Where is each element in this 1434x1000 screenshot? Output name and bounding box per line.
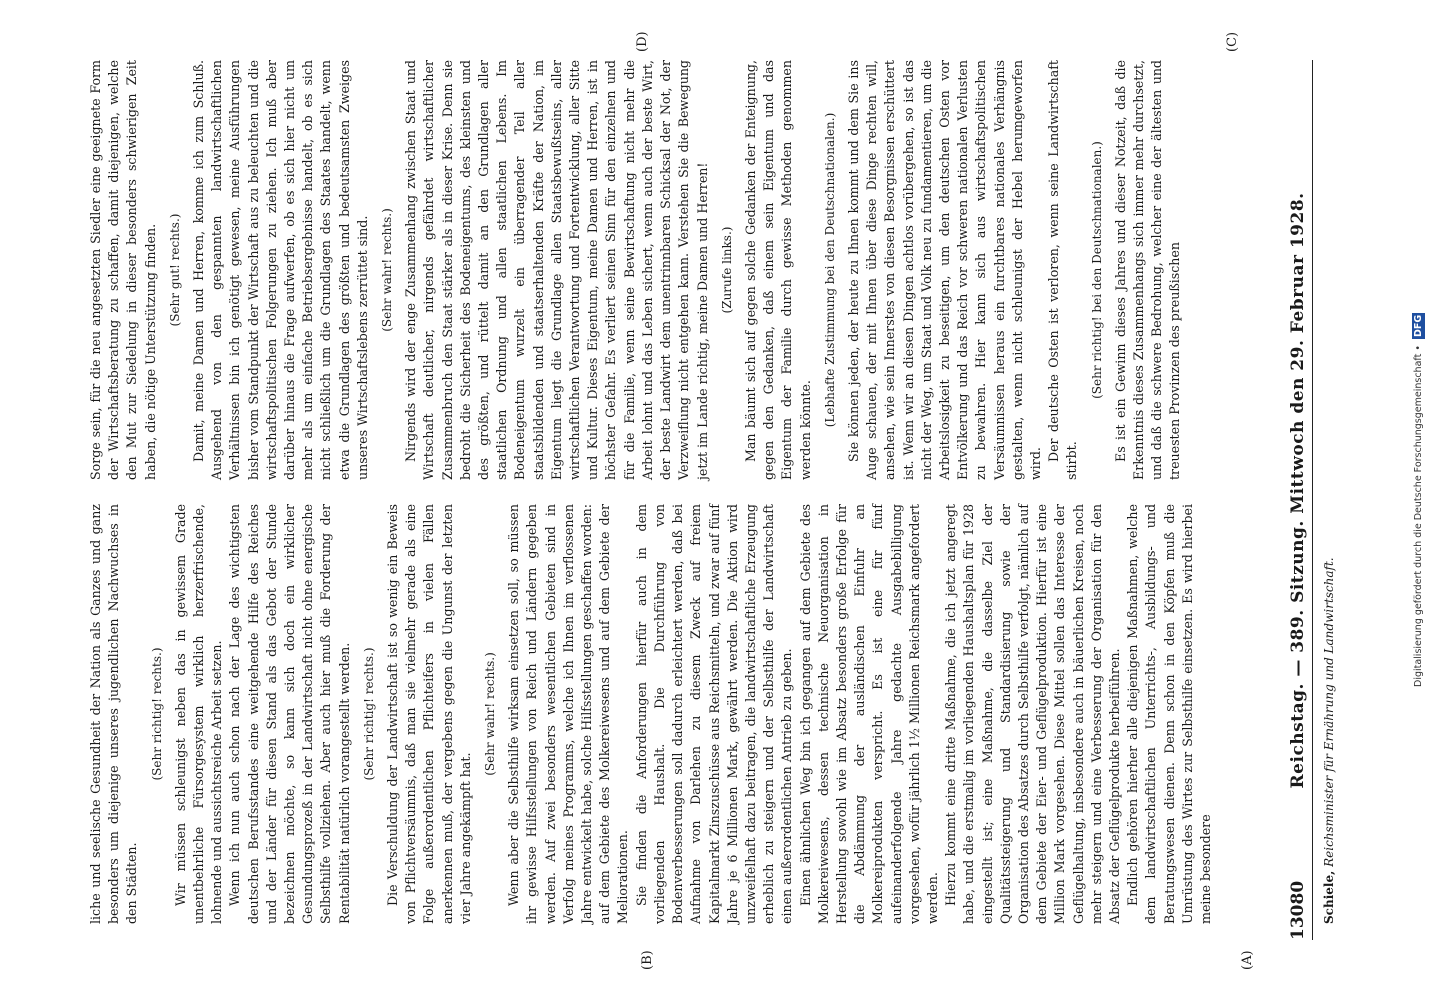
margin-marker-b: (B) — [640, 950, 655, 970]
interjection: (Sehr wahr! rechts.) — [483, 652, 498, 776]
paragraph: Die Verschuldung der Landwirtschaft ist so wenig ein Beweis von Pflichtversäumnis, daß man sie vielmehr gerade als eine Folge außerordentlichen Pflichteifers in vielen Fällen anerkennen muß, der vergebens gegen die Ungunst der letzten vier Jahre angekämpft hat. — [385, 504, 473, 924]
paragraph: Wenn aber die Selbsthilfe wirksam einsetzen soll, so müssen ihr gewisse Hilfsstellungen von Reich und Ländern gegeben werden. Auf zwei besonders wesentlichen Gebieten sind in Verfolg meines Programms, welche ich Ihnen im verflossenen Jahre entwickelt habe, solche Hilfsstellungen geschaffen worden: auf dem Gebiete des Molkereiwesens und auf dem Gebiete der Meliorationen. — [506, 504, 631, 924]
paragraph: Hierzu kommt eine dritte Maßnahme, die ich jetzt angeregt habe, und die erstmalig im vorliegenden Haushaltsplan für 1928 eingestellt ist; eine Maßnahme, die dasselbe Ziel der Qualitätssteigerung und Standardisierung sowie der Organisation des Absatzes durch Selbsthilfe verfolgt, nämlich auf dem Gebiete der Eier- und Geflügelproduktion. Hierfür ist eine Million Mark vorgesehen. Diese Mittel sollen das Interesse der Geflügelhaltung, insbesondere auch in bäuerlichen Kreisen, noch mehr steigern und eine Verbesserung der Organisation für den Absatz der Geflügelprodukte herbeiführen. — [943, 504, 1122, 924]
paragraph: Es ist ein Gewinn dieses Jahres und dieser Notzeit, daß die Erkenntnis dieses Zusammenhangs sich immer mehr durchsetzt, und daß die schwere Bedrohung, welcher eine der ältesten und treuesten Provinzen des preußischen — [1112, 60, 1183, 480]
speaker-role: Reichsminister für Ernährung und Landwirtschaft. — [1322, 557, 1336, 867]
paragraph: Nirgends wird der enge Zusammenhang zwischen Staat und Wirtschaft deutlicher, nirgends gefährdet wirtschaftlicher Zusammenbruch den Staat stärker als in dieser Krise. Denn sie bedroht die Sicherheit des Bodeneigentums, des kleinsten und des größten, und rüttelt damit an den Grundlagen aller staatlichen Ordnung und allen staatlichen Lebens. Im Bodeneigentum wurzelt ein überragender Teil aller staatsbildenden und staatserhaltenden Kräfte der Nation, im Eigentum liegt die Grundlage allen Staatsbewußtseins, aller wirtschaftlichen Verantwortung und Fortentwicklung, aller Sitte und Kultur. Dieses Eigentum, meine Damen und Herren, ist in höchster Gefahr. Es verliert seinen Sinn für den einzelnen und für die Familie, wenn seine Bewirtschaftung nicht mehr die Arbeit lohnt und das Leben sichert, wenn auch der beste Wirt, der beste Landwirt dem unentrinnbaren Schicksal der Not, der Verzweiflung nicht entgehen kann. Verstehen Sie die Bewegung jetzt im Lande richtig, meine Damen und Herren! — [403, 60, 710, 480]
margin-marker-a: (A) — [1240, 950, 1255, 970]
interjection: (Sehr gut! rechts.) — [167, 213, 182, 327]
paragraph: Man bäumt sich auf gegen solche Gedanken der Enteignung, gegen den Gedanken, daß einem sein Eigentum und das Eigentum der Familie durch gewisse Methoden genommen werden könnte. — [742, 60, 813, 480]
paragraph: Sie finden die Anforderungen hierfür auch in dem vorliegenden Haushalt. Die Durchführung von Bodenverbesserungen soll dadurch erleichtert werden, daß bei Aufnahme von Darlehen zu diesem Zweck auf freiem Kapitalmarkt Zinszuschüsse aus Reichsmitteln, und zwar auf fünf Jahre je 6 Millionen Mark, gewährt werden. Die Aktion wird unzweifelhaft dazu beitragen, die landwirtschaftliche Erzeugung erheblich zu steigern und der Selbsthilfe der Landwirtschaft einen außerordentlichen Antrieb zu geben. — [633, 504, 795, 924]
paragraph: Der deutsche Osten ist verloren, wenn seine Landwirtschaft stirbt. — [1046, 60, 1080, 480]
watermark-text: Digitalisierung gefördert durch die Deutsche Forschungsgemeinschaft • — [1413, 345, 1424, 688]
interjection: (Sehr richtig! rechts.) — [149, 647, 164, 781]
paragraph: Wenn ich nun auch schon nach der Lage des wichtigsten deutschen Berufsstandes eine weitgehende Hilfe des Reiches und der Länder für diesen Stand als das Gebot der Stunde bezeichnen möchte, so kann sich doch ein wirklicher Gesundungsprozeß in der Landwirtschaft nicht ohne energische Selbsthilfe vollziehen. Aber auch hier muß die Forderung der Rentabilität natürlich vorangestellt werden. — [227, 504, 352, 924]
dfg-logo-icon: DFG — [1413, 314, 1424, 338]
dfg-watermark — [1412, 20, 1426, 980]
page-number: 13080 — [1288, 880, 1308, 940]
paragraph: Sorge sein, für die neu angesetzten Siedler eine geeignete Form der Wirtschaftsberatung zu schaffen, damit diejenigen, welche den Mut zur Siedelung in dieser besonders schwierigen Zeit haben, die nötige Unterstützung finden. — [88, 60, 158, 480]
text-column-left — [87, 504, 1342, 924]
paragraph: Endlich gehören hierher alle diejenigen Maßnahmen, welche dem landwirtschaftlichen Unterrichts-, Ausbildungs- und Beratungswesen dienen. Denn schon in den Köpfen muß die Umrüstung des Wirtes zur Selbsthilfe einsetzen. Es wird hierbei meine besondere — [1125, 504, 1213, 924]
interjection: (Sehr richtig! bei den Deutschnationalen.) — [1089, 141, 1104, 399]
paragraph: Einen ähnlichen Weg bin ich gegangen auf dem Gebiete des Molkereiwesens, dessen technische Neuorganisation in Herstellung sowohl wie im Absatz besonders große Erfolge für die Abdämmung der ausländischen Einfuhr an Molkereiprodukten verspricht. Es ist eine für fünf aufeinanderfolgende Jahre gedachte Ausgabebilligung vorgesehen, wofür jährlich 1½ Millionen Reichsmark angefordert werden. — [797, 504, 940, 924]
margin-marker-d: (D) — [635, 31, 650, 52]
interjection: (Zurufe links.) — [719, 226, 734, 314]
paragraph: Wir müssen schleunigst neben das in gewissem Grade unentbehrliche Fürsorgesystem wirklich herzerfrischende, lohnende und aussichtsreiche Arbeit setzen. — [172, 504, 225, 924]
paragraph: Damit, meine Damen und Herren, komme ich zum Schluß. Ausgehend von den gespannten landwirtschaftlichen Verhältnissen bin ich genötigt gewesen, meine Ausführungen bisher vom Standpunkt der Wirtschaft aus zu beleuchten und die wirtschaftspolitischen Folgerungen zu ziehen. Ich muß aber darüber hinaus die Frage aufwerfen, ob es sich hier nicht um mehr als um einfache Betriebsergebnisse handelt, ob es sich nicht schließlich um die Grundlagen des Staates handelt, wenn etwa die Grundlagen des größten und bedeutsamsten Zweiges unseres Wirtschaftslebens zerrüttet sind. — [191, 60, 370, 480]
paragraph: Sie können jeden, der heute zu Ihnen kommt und dem Sie ins Auge schauen, der mit Ihnen über diese Dinge rechten will, ansehen, wie sein Innerstes von diesen Besorgnissen erschüttert ist. Wenn wir an diesen Dingen achtlos vorübergehen, so ist das nicht der Weg, um Staat und Volk neu zu fundamentieren, um die Arbeitslosigkeit zu beseitigen, um den deutschen Osten vor Entvölkerung und das Reich vor schweren nationalen Verlusten zu bewahren. Hier kann sich aus wirtschaftspolitischen Versäumnissen heraus ein furchtbares nationales Verhängnis gestalten, wenn nicht schleunigst der Hebel herumgeworfen wird. — [845, 60, 1043, 480]
interjection: (Lebhafte Zustimmung bei den Deutschnationalen.) — [822, 112, 837, 428]
interjection: (Sehr richtig! rechts.) — [361, 647, 376, 781]
text-column-right — [87, 60, 1342, 480]
margin-marker-c: (C) — [1225, 31, 1240, 52]
speaker-name: Schiele, — [1322, 870, 1336, 924]
interjection: (Sehr wahr! rechts.) — [380, 208, 395, 332]
page-title: Reichstag. — 389. Sitzung. Mittwoch den 29. Februar 1928. — [1288, 192, 1308, 789]
paragraph: liche und seelische Gesundheit der Nation als Ganzes und ganz besonders um diejenige unseres jugendlichen Nachwuchses in den Städten. — [88, 504, 140, 924]
